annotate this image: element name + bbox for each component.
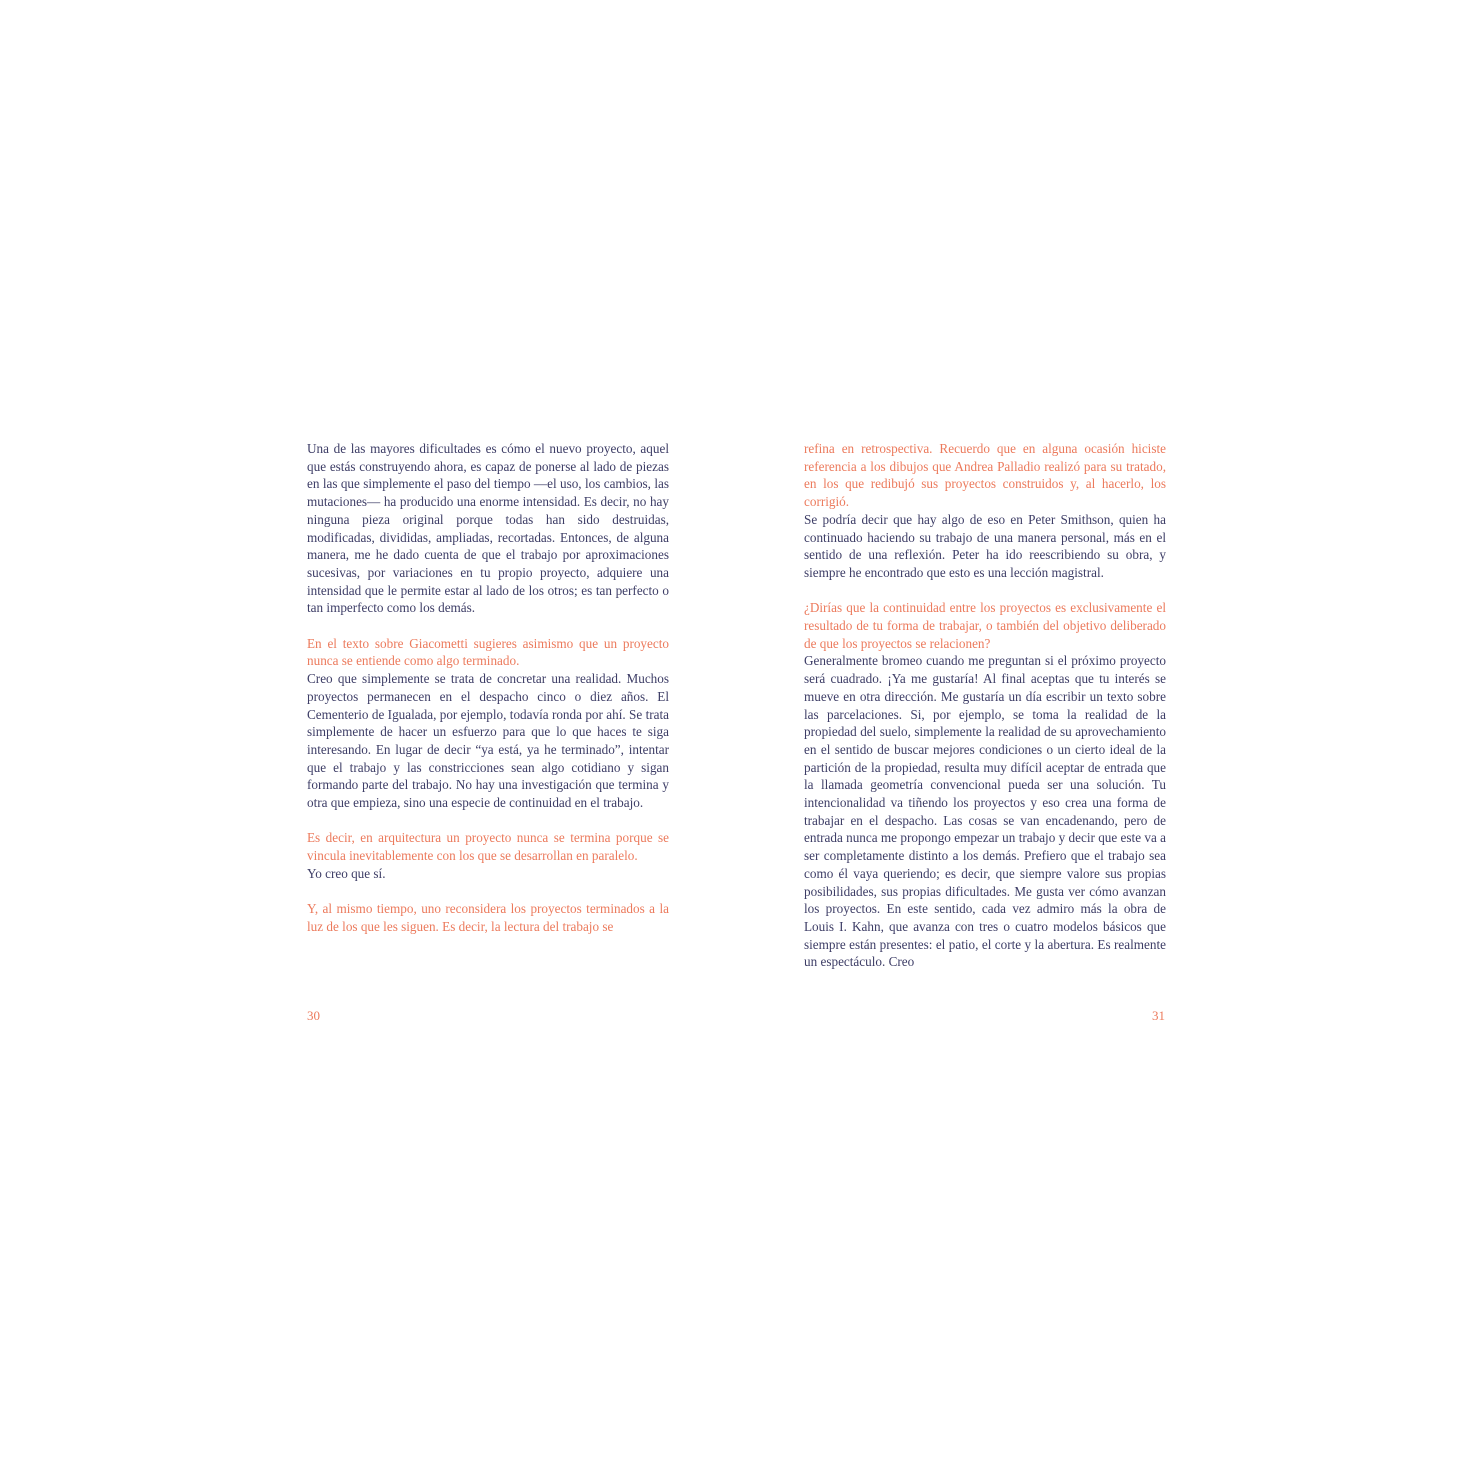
left-paragraph-question-1: En el texto sobre Giacometti sugieres asimismo que un proyecto nunca se entiende como algo terminado. xyxy=(307,635,669,669)
right-paragraph-answer-1: Se podría decir que hay algo de eso en Peter Smithson, quien ha continuado haciendo su trabajo de una manera personal, más en el sentido de una reflexión. Peter ha ido reescribiendo su obra, y siempre he encontrado que esto es una lección magistral. xyxy=(804,511,1166,580)
left-paragraph-answer-3: Yo creo que sí. xyxy=(307,865,386,881)
left-paragraph-question-3: Y, al mismo tiempo, uno reconsidera los proyectos terminados a la luz de los que les siguen. Es decir, la lectura del trabajo se xyxy=(307,901,669,934)
right-page-text-column xyxy=(804,440,1166,971)
page-number-right: 31 xyxy=(1152,1008,1165,1023)
right-paragraph-answer-2: Generalmente bromeo cuando me preguntan si el próximo proyecto será cuadrado. ¡Ya me gustaría! Al final aceptas que tu interés se mueve en otra dirección. Me gustaría un día escribir un texto sobre las parcelaciones. Si, por ejemplo, se toma la realidad de la propiedad del suelo, simplemente la realidad de su aprovechamiento en el sentido de buscar mejores condiciones o un cierto ideal de la partición de la propiedad, resulta muy difícil aceptar de entrada que la llamada geometría convencional pueda ser una solución. Tu intencionalidad va tiñendo los proyectos y eso crea una forma de trabajar en el despacho. Las cosas se van encadenando, pero de entrada nunca me propongo empezar un trabajo y decir que este va a ser completamente distinto a los demás. Prefiero que el trabajo sea como él vaya queriendo; es decir, que siempre valore sus propias posibilidades, sus propias dificultades. Me gusta ver cómo avanzan los proyectos. En este sentido, cada vez admiro más la obra de Louis I. Kahn, que avanza con tres o cuatro modelos básicos que siempre están presentes: el patio, el corte y la abertura. Es realmente un espectáculo. Creo xyxy=(804,653,1166,970)
left-paragraph-question-2: Es decir, en arquitectura un proyecto nunca se termina porque se vincula inevitablemente con los que se desarrollan en paralelo. xyxy=(307,830,669,864)
left-paragraph-answer-2: Creo que simplemente se trata de concretar una realidad. Muchos proyectos permanecen en el despacho cinco o diez años. El Cementerio de Igualada, por ejemplo, todavía ronda por ahí. Se trata simplemente de hacer un esfuerzo para que lo que haces te siga interesando. En lugar de decir “ya está, ya he terminado”, intentar que el trabajo y las constricciones sean algo cotidiano y sigan formando parte del trabajo. No hay una investigación que termina y otra que empieza, sino una especie de continuidad en el trabajo. xyxy=(307,671,669,811)
left-paragraph-answer-1: Una de las mayores dificultades es cómo el nuevo proyecto, aquel que estás construyendo ahora, es capaz de ponerse al lado de piezas en las que simplemente el paso del tiempo —el uso, los cambios, las mutaciones— ha producido una enorme intensidad. Es decir, no hay ninguna pieza original porque todas han sido destruidas, modificadas, divididas, ampliadas, recortadas. Entonces, de alguna manera, me he dado cuenta de que el trabajo por aproximaciones sucesivas, por variaciones en tu propio proyecto, adquiere una intensidad que le permite estar al lado de los otros; es tan perfecto o tan imperfecto como los demás. xyxy=(307,441,669,616)
right-paragraph-question-2: ¿Dirías que la continuidad entre los proyectos es exclusivamente el resultado de tu forma de trabajar, o también del objetivo deliberado de que los proyectos se relacionen? xyxy=(804,600,1166,651)
page-number-left: 30 xyxy=(307,1008,320,1023)
right-paragraph-question-1: refina en retrospectiva. Recuerdo que en alguna ocasión hiciste referencia a los dibujos que Andrea Palladio realizó para su tratado, en los que redibujó sus proyectos construidos y, al hacerlo, los corrigió. xyxy=(804,441,1166,510)
left-page-text-column xyxy=(307,440,669,936)
